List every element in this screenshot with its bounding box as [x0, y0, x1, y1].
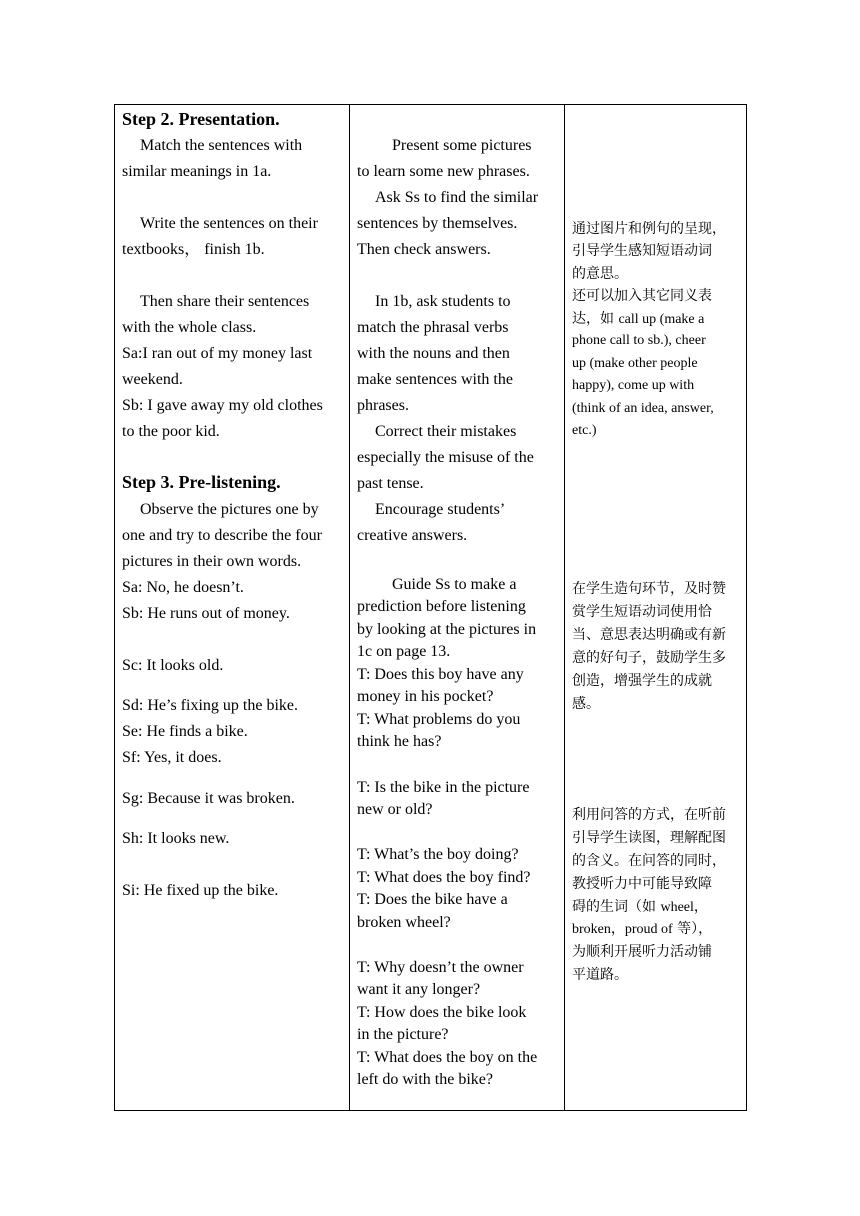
question-3-line1: T: Is the bike in the picture — [357, 779, 530, 796]
answer-si: Si: He fixed up the bike. — [122, 882, 279, 899]
note2-line2-cn: 达，如 — [572, 311, 619, 327]
question-3-line2: new or old? — [357, 801, 433, 818]
answer-sh: Sh: It looks new. — [122, 830, 230, 847]
observe-line1: Observe the pictures one by — [140, 501, 319, 518]
note4-line6-en1: broken， — [572, 922, 625, 937]
share-text-line1: Then share their sentences — [140, 293, 310, 310]
note4-line6-en2: proud of — [624, 922, 673, 937]
question-5: T: What does the boy find? — [357, 869, 531, 886]
note3-line4: 意的好句子，鼓励学生多 — [572, 650, 726, 666]
note3-line1: 在学生造句环节，及时赞 — [572, 581, 726, 597]
note2-line6: (think of an idea, answer, — [572, 401, 714, 416]
question-2-line1: T: What problems do you — [357, 711, 521, 728]
question-2-line2: think he has? — [357, 733, 442, 750]
question-9-line1: T: What does the boy on the — [357, 1049, 538, 1066]
in1b-line1: In 1b, ask students to — [375, 293, 511, 310]
note4-line6-cn: 等）， — [672, 921, 713, 937]
note3-line5: 创造，增强学生的成就 — [572, 673, 712, 689]
ask-line2: sentences by themselves. — [357, 215, 518, 232]
note2-line5: happy), come up with — [572, 378, 695, 393]
in1b-line5: phrases. — [357, 397, 409, 414]
question-7-line2: want it any longer? — [357, 981, 481, 998]
note3-line6: 感。 — [572, 696, 600, 712]
guide-line1: Guide Ss to make a — [392, 576, 517, 593]
guide-line2: prediction before listening — [357, 598, 526, 615]
question-8-line1: T: How does the bike look — [357, 1004, 527, 1021]
step3-heading: Step 3. Pre-listening. — [122, 472, 281, 492]
write-text-line2: textbooks， finish 1b. — [122, 241, 265, 258]
encourage-line2: creative answers. — [357, 527, 468, 544]
note4-line5 — [572, 898, 708, 917]
sa-line1: Sa:I ran out of my money last — [122, 345, 313, 362]
ask-line1: Ask Ss to find the similar — [375, 189, 539, 206]
question-6-line1: T: Does the bike have a — [357, 891, 508, 908]
note4-line5-en: wheel， — [660, 900, 708, 915]
guide-line3: by looking at the pictures in — [357, 621, 537, 638]
answer-sd: Sd: He’s fixing up the bike. — [122, 697, 298, 714]
question-7-line1: T: Why doesn’t the owner — [357, 959, 524, 976]
note4-line4: 教授听力中可能导致障 — [572, 876, 712, 892]
note4-line8: 平道路。 — [572, 967, 628, 983]
note3-line3: 当、意思表达明确或有新 — [572, 627, 726, 643]
in1b-line2: match the phrasal verbs — [357, 319, 509, 336]
question-1-line1: T: Does this boy have any — [357, 666, 524, 683]
note2-line2-en: call up (make a — [618, 312, 705, 327]
note4-line7: 为顺利开展听力活动铺 — [572, 944, 712, 960]
present-line1: Present some pictures — [392, 137, 532, 154]
answer-sg: Sg: Because it was broken. — [122, 790, 295, 807]
question-6-line2: broken wheel? — [357, 914, 451, 931]
present-line2: to learn some new phrases. — [357, 163, 530, 180]
note4-line6 — [572, 920, 712, 939]
share-text-line2: with the whole class. — [122, 319, 257, 336]
answer-sa: Sa: No, he doesn’t. — [122, 579, 244, 596]
note2-line3: phone call to sb.), cheer — [572, 333, 706, 348]
in1b-line4: make sentences with the — [357, 371, 513, 388]
note3-line2: 赏学生短语动词使用恰 — [572, 604, 712, 620]
note2-line1: 还可以加入其它同义表 — [572, 288, 712, 304]
correct-line1: Correct their mistakes — [375, 423, 517, 440]
note4-line5-cn: 碍的生词（如 — [572, 899, 661, 915]
column-divider-1 — [349, 104, 350, 1110]
note1-line3: 的意思。 — [572, 266, 628, 282]
question-1-line2: money in his pocket? — [357, 688, 494, 705]
note4-line3: 的含义。在问答的同时， — [572, 853, 726, 869]
question-8-line2: in the picture? — [357, 1026, 449, 1043]
note1-line1: 通过图片和例句的呈现， — [572, 221, 726, 237]
sa-line2: weekend. — [122, 371, 183, 388]
answer-se: Se: He finds a bike. — [122, 723, 248, 740]
in1b-line3: with the nouns and then — [357, 345, 510, 362]
correct-line2: especially the misuse of the — [357, 449, 534, 466]
note2-line7: etc.) — [572, 423, 597, 438]
note4-line2: 引导学生读图，理解配图 — [572, 830, 726, 846]
correct-line3: past tense. — [357, 475, 424, 492]
step2-heading: Step 2. Presentation. — [122, 109, 280, 129]
note4-line1: 利用问答的方式，在听前 — [572, 807, 726, 823]
match-text-line2: similar meanings in 1a. — [122, 163, 272, 180]
question-4: T: What’s the boy doing? — [357, 846, 519, 863]
ask-line3: Then check answers. — [357, 241, 491, 258]
answer-sb: Sb: He runs out of money. — [122, 605, 290, 622]
encourage-line1: Encourage students’ — [375, 501, 506, 518]
sb-line2: to the poor kid. — [122, 423, 220, 440]
observe-line2: one and try to describe the four — [122, 527, 322, 544]
note2-line2 — [572, 310, 704, 329]
match-text-line1: Match the sentences with — [140, 137, 303, 154]
note1-line2: 引导学生感知短语动词 — [572, 243, 712, 259]
guide-line4: 1c on page 13. — [357, 643, 451, 660]
answer-sf: Sf: Yes, it does. — [122, 749, 222, 766]
sb-line1: Sb: I gave away my old clothes — [122, 397, 323, 414]
answer-sc: Sc: It looks old. — [122, 657, 224, 674]
write-text-line1: Write the sentences on their — [140, 215, 318, 232]
observe-line3: pictures in their own words. — [122, 553, 302, 570]
note2-line4: up (make other people — [572, 356, 698, 371]
question-9-line2: left do with the bike? — [357, 1071, 493, 1088]
column-divider-2 — [564, 104, 565, 1110]
